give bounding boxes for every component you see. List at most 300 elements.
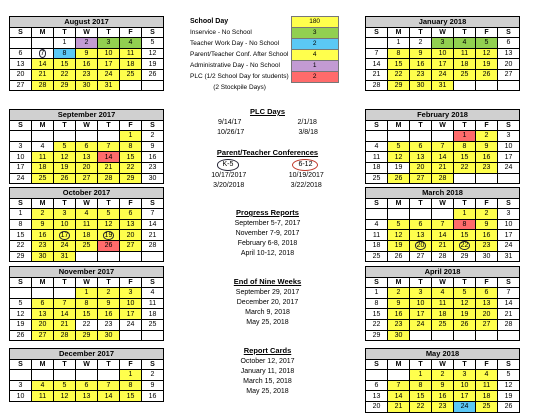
calendar-may-2018 bbox=[365, 348, 520, 413]
weekday-label: W bbox=[432, 27, 454, 38]
day-cell: 28 bbox=[498, 319, 520, 330]
day-cell bbox=[366, 209, 388, 220]
day-cell: 15 bbox=[120, 152, 142, 163]
day-cell: 26 bbox=[498, 401, 520, 412]
plc-date: 2/1/18 bbox=[297, 119, 317, 126]
calendar-feb-2018 bbox=[365, 109, 520, 184]
day-cell: 1 bbox=[76, 288, 98, 299]
month-title-row bbox=[10, 17, 164, 28]
day-cell: 9 bbox=[76, 48, 98, 59]
month-title-row bbox=[10, 267, 164, 278]
day-cell: 11 bbox=[432, 298, 454, 309]
day-cell: 7 bbox=[498, 288, 520, 299]
day-cell: 27 bbox=[76, 173, 98, 184]
weekday-label: T bbox=[54, 359, 76, 370]
weekday-label: W bbox=[76, 277, 98, 288]
week-row bbox=[366, 309, 520, 320]
nine-weeks-section bbox=[190, 277, 345, 328]
calendar-apr-2018 bbox=[365, 266, 520, 341]
week-row bbox=[366, 370, 520, 381]
weekday-header-row bbox=[10, 277, 164, 288]
day-cell: 11 bbox=[366, 152, 388, 163]
day-cell bbox=[54, 370, 76, 381]
legend-empty bbox=[291, 83, 338, 94]
day-cell: 23 bbox=[432, 401, 454, 412]
weekday-label: S bbox=[498, 27, 520, 38]
calendar-aug-2017 bbox=[9, 16, 164, 91]
legend-row bbox=[188, 72, 338, 83]
weekday-label: M bbox=[32, 198, 54, 209]
week-row bbox=[10, 152, 164, 163]
day-cell: 26 bbox=[54, 173, 76, 184]
day-cell: 9 bbox=[432, 380, 454, 391]
day-cell: 22 bbox=[388, 69, 410, 80]
day-cell: 26 bbox=[142, 69, 164, 80]
nine-weeks-date: May 25, 2018 bbox=[246, 319, 289, 326]
day-cell bbox=[366, 38, 388, 49]
weekday-label: T bbox=[54, 120, 76, 131]
day-cell: 11 bbox=[32, 391, 54, 402]
weekday-label: S bbox=[498, 198, 520, 209]
day-cell: 12 bbox=[10, 309, 32, 320]
day-cell: 6 bbox=[76, 141, 98, 152]
week-row bbox=[10, 391, 164, 402]
day-cell: 6 bbox=[32, 298, 54, 309]
weekday-label: F bbox=[476, 27, 498, 38]
progress-date: September 5-7, 2017 bbox=[234, 220, 301, 227]
weekday-header-row bbox=[10, 198, 164, 209]
day-cell: 3 bbox=[98, 38, 120, 49]
weekday-label: M bbox=[32, 120, 54, 131]
week-row bbox=[366, 80, 520, 91]
weekday-label: T bbox=[454, 27, 476, 38]
day-cell: 25 bbox=[454, 69, 476, 80]
day-cell: 1 bbox=[366, 288, 388, 299]
day-cell: 14 bbox=[432, 230, 454, 241]
day-cell: 4 bbox=[120, 38, 142, 49]
weekday-label: M bbox=[388, 198, 410, 209]
day-cell: 14 bbox=[498, 298, 520, 309]
day-cell: 30 bbox=[76, 80, 98, 91]
day-cell: 21 bbox=[32, 69, 54, 80]
day-cell: 15 bbox=[454, 152, 476, 163]
day-cell: 15 bbox=[366, 309, 388, 320]
month-title-row bbox=[366, 349, 520, 360]
day-cell: 9 bbox=[476, 141, 498, 152]
day-cell: 7 bbox=[54, 298, 76, 309]
day-cell: 25 bbox=[76, 240, 98, 251]
day-cell: 8 bbox=[76, 298, 98, 309]
month-title: March 2018 bbox=[366, 188, 520, 199]
day-cell: 13 bbox=[410, 230, 432, 241]
day-cell: 24 bbox=[432, 69, 454, 80]
day-cell: 9 bbox=[410, 48, 432, 59]
day-cell: 22 bbox=[54, 69, 76, 80]
day-cell: 21 bbox=[98, 162, 120, 173]
nine-weeks-date: March 9, 2018 bbox=[245, 309, 290, 316]
legend-swatch: 2 bbox=[291, 72, 338, 83]
day-cell: 6 bbox=[476, 288, 498, 299]
day-cell: 26 bbox=[388, 251, 410, 262]
day-cell: 1 bbox=[54, 38, 76, 49]
weekday-label: T bbox=[454, 198, 476, 209]
day-cell: 29 bbox=[454, 251, 476, 262]
day-cell: 23 bbox=[410, 69, 432, 80]
weekday-label: S bbox=[366, 120, 388, 131]
weekday-label: T bbox=[98, 198, 120, 209]
day-cell: 20 bbox=[366, 401, 388, 412]
weekday-header-row bbox=[10, 27, 164, 38]
day-cell bbox=[432, 131, 454, 142]
week-row bbox=[10, 80, 164, 91]
weekday-label: S bbox=[366, 359, 388, 370]
day-cell: 10 bbox=[98, 48, 120, 59]
day-cell: 27 bbox=[410, 173, 432, 184]
day-cell: 14 bbox=[98, 391, 120, 402]
day-cell: 14 bbox=[54, 309, 76, 320]
day-cell: 10 bbox=[410, 298, 432, 309]
day-cell bbox=[142, 80, 164, 91]
month-title-row bbox=[366, 17, 520, 28]
day-cell bbox=[388, 209, 410, 220]
legend-label: Administrative Day - No School bbox=[190, 62, 280, 69]
day-cell: 12 bbox=[54, 152, 76, 163]
day-cell: 30 bbox=[410, 80, 432, 91]
day-cell: 10 bbox=[120, 298, 142, 309]
day-cell bbox=[98, 251, 120, 262]
weekday-label: S bbox=[366, 198, 388, 209]
month-title-row bbox=[366, 188, 520, 199]
day-cell: 7 bbox=[32, 48, 54, 59]
day-cell: 3 bbox=[10, 141, 32, 152]
day-cell: 17 bbox=[498, 152, 520, 163]
legend-row bbox=[188, 39, 338, 50]
day-cell: 11 bbox=[120, 48, 142, 59]
day-cell: 23 bbox=[476, 162, 498, 173]
week-row bbox=[366, 251, 520, 262]
weekday-label: T bbox=[410, 359, 432, 370]
legend-label: PLC (1/2 School Day for students) bbox=[190, 73, 289, 80]
day-cell: 31 bbox=[498, 251, 520, 262]
weekday-label: T bbox=[454, 120, 476, 131]
day-cell bbox=[388, 370, 410, 381]
weekday-label: M bbox=[388, 277, 410, 288]
day-cell: 10 bbox=[498, 219, 520, 230]
day-cell: 29 bbox=[10, 251, 32, 262]
day-cell: 14 bbox=[98, 152, 120, 163]
week-row bbox=[10, 69, 164, 80]
week-row bbox=[10, 59, 164, 70]
legend-row bbox=[188, 17, 338, 28]
conference-groups bbox=[190, 159, 345, 171]
day-cell: 31 bbox=[98, 80, 120, 91]
day-cell bbox=[366, 131, 388, 142]
day-cell: 5 bbox=[476, 38, 498, 49]
day-cell: 6 bbox=[76, 380, 98, 391]
legend-label: Parent/Teacher Conf. After School bbox=[190, 51, 289, 58]
day-cell: 4 bbox=[454, 38, 476, 49]
legend-row bbox=[188, 28, 338, 39]
day-cell: 11 bbox=[32, 152, 54, 163]
calendar-sep-2017 bbox=[9, 109, 164, 184]
day-cell: 19 bbox=[10, 319, 32, 330]
day-cell: 19 bbox=[476, 59, 498, 70]
week-row bbox=[366, 173, 520, 184]
day-cell: 16 bbox=[476, 152, 498, 163]
day-cell: 1 bbox=[10, 209, 32, 220]
day-cell: 31 bbox=[54, 251, 76, 262]
day-cell: 30 bbox=[32, 251, 54, 262]
legend-label: School Day bbox=[190, 18, 229, 25]
day-cell: 2 bbox=[142, 131, 164, 142]
nine-weeks-heading: End of Nine Weeks bbox=[233, 277, 302, 286]
weekday-label: T bbox=[54, 277, 76, 288]
day-cell: 7 bbox=[432, 219, 454, 230]
weekday-header-row bbox=[10, 359, 164, 370]
day-cell: 12 bbox=[388, 230, 410, 241]
day-cell: 17 bbox=[120, 309, 142, 320]
day-cell: 7 bbox=[366, 48, 388, 59]
day-cell: 8 bbox=[120, 380, 142, 391]
weekday-label: F bbox=[476, 359, 498, 370]
day-cell: 13 bbox=[498, 48, 520, 59]
conferences-heading: Parent/Teacher Conferences bbox=[216, 148, 319, 157]
weekday-label: S bbox=[142, 277, 164, 288]
weekday-label: S bbox=[366, 277, 388, 288]
day-cell: 24 bbox=[498, 162, 520, 173]
day-cell: 4 bbox=[32, 380, 54, 391]
day-cell: 13 bbox=[76, 152, 98, 163]
day-cell: 5 bbox=[498, 370, 520, 381]
day-cell: 27 bbox=[32, 330, 54, 341]
legend-label: Teacher Work Day - No School bbox=[190, 40, 280, 47]
conference-date: 3/22/2018 bbox=[290, 182, 322, 189]
month-title-row bbox=[366, 267, 520, 278]
day-cell: 8 bbox=[454, 219, 476, 230]
day-cell: 6 bbox=[410, 141, 432, 152]
day-cell: 16 bbox=[410, 59, 432, 70]
week-row bbox=[10, 288, 164, 299]
day-cell: 25 bbox=[432, 319, 454, 330]
day-cell: 24 bbox=[410, 319, 432, 330]
day-cell: 4 bbox=[432, 288, 454, 299]
weekday-label: W bbox=[432, 359, 454, 370]
day-cell bbox=[432, 330, 454, 341]
week-row bbox=[366, 38, 520, 49]
day-cell bbox=[454, 330, 476, 341]
weekday-header-row bbox=[366, 27, 520, 38]
day-cell: 17 bbox=[432, 59, 454, 70]
week-row bbox=[10, 209, 164, 220]
conference-row bbox=[190, 171, 345, 181]
day-cell: 13 bbox=[120, 219, 142, 230]
weekday-label: W bbox=[76, 120, 98, 131]
day-cell: 18 bbox=[120, 59, 142, 70]
day-cell: 13 bbox=[476, 298, 498, 309]
day-cell bbox=[454, 80, 476, 91]
legend-swatch: 4 bbox=[291, 50, 338, 61]
day-cell: 17 bbox=[498, 230, 520, 241]
day-cell bbox=[410, 209, 432, 220]
weekday-label: M bbox=[388, 120, 410, 131]
day-cell: 29 bbox=[120, 173, 142, 184]
nine-weeks-date: September 29, 2017 bbox=[235, 289, 300, 296]
day-cell bbox=[476, 80, 498, 91]
week-row bbox=[10, 230, 164, 241]
day-cell bbox=[76, 131, 98, 142]
conferences-section bbox=[190, 148, 345, 191]
month-title: April 2018 bbox=[366, 267, 520, 278]
weekday-label: S bbox=[10, 27, 32, 38]
weekday-label: W bbox=[76, 359, 98, 370]
weekday-label: M bbox=[388, 27, 410, 38]
day-cell: 11 bbox=[76, 219, 98, 230]
conference-date: 10/19/2017 bbox=[288, 172, 324, 179]
day-cell: 27 bbox=[476, 319, 498, 330]
day-cell: 5 bbox=[10, 298, 32, 309]
month-title-row bbox=[366, 110, 520, 121]
day-cell: 12 bbox=[454, 298, 476, 309]
day-cell: 10 bbox=[10, 391, 32, 402]
day-cell: 1 bbox=[454, 209, 476, 220]
calendar-dec-2017 bbox=[9, 348, 164, 402]
day-cell: 20 bbox=[410, 162, 432, 173]
day-cell: 18 bbox=[76, 230, 98, 241]
day-cell bbox=[32, 38, 54, 49]
day-cell: 28 bbox=[32, 80, 54, 91]
week-row bbox=[366, 219, 520, 230]
day-cell: 10 bbox=[54, 219, 76, 230]
day-cell: 17 bbox=[10, 162, 32, 173]
day-cell: 13 bbox=[366, 391, 388, 402]
day-cell: 5 bbox=[388, 141, 410, 152]
day-cell: 14 bbox=[142, 219, 164, 230]
plc-days-section bbox=[190, 107, 345, 138]
day-cell: 15 bbox=[120, 391, 142, 402]
weekday-label: T bbox=[98, 277, 120, 288]
day-cell: 23 bbox=[142, 162, 164, 173]
day-cell: 9 bbox=[98, 298, 120, 309]
calendar-oct-2017 bbox=[9, 187, 164, 262]
day-cell: 22 bbox=[76, 319, 98, 330]
week-row bbox=[366, 69, 520, 80]
day-cell: 14 bbox=[432, 152, 454, 163]
plc-date: 10/26/17 bbox=[217, 129, 245, 136]
weekday-label: T bbox=[98, 27, 120, 38]
day-cell: 28 bbox=[432, 251, 454, 262]
weekday-header-row bbox=[366, 198, 520, 209]
day-cell: 25 bbox=[120, 69, 142, 80]
day-cell: 13 bbox=[410, 152, 432, 163]
day-cell: 1 bbox=[120, 131, 142, 142]
day-cell: 6 bbox=[10, 48, 32, 59]
day-cell bbox=[120, 80, 142, 91]
progress-date: February 6-8, 2018 bbox=[237, 240, 298, 247]
weekday-label: T bbox=[54, 198, 76, 209]
day-cell bbox=[498, 80, 520, 91]
day-cell: 29 bbox=[366, 330, 388, 341]
day-cell: 4 bbox=[142, 288, 164, 299]
day-cell: 12 bbox=[98, 219, 120, 230]
day-cell: 8 bbox=[366, 298, 388, 309]
day-cell: 15 bbox=[388, 59, 410, 70]
day-cell: 30 bbox=[98, 330, 120, 341]
weekday-label: F bbox=[120, 359, 142, 370]
day-cell: 18 bbox=[476, 391, 498, 402]
day-cell: 1 bbox=[120, 370, 142, 381]
day-cell: 21 bbox=[142, 230, 164, 241]
week-row bbox=[366, 162, 520, 173]
weekday-label: T bbox=[98, 359, 120, 370]
day-cell bbox=[76, 370, 98, 381]
day-cell: 2 bbox=[76, 38, 98, 49]
progress-reports-section bbox=[190, 208, 345, 259]
week-row bbox=[10, 141, 164, 152]
day-cell: 24 bbox=[98, 69, 120, 80]
day-cell: 4 bbox=[76, 209, 98, 220]
weekday-label: W bbox=[432, 277, 454, 288]
day-cell: 16 bbox=[476, 230, 498, 241]
day-cell: 19 bbox=[388, 162, 410, 173]
day-cell: 6 bbox=[120, 209, 142, 220]
day-cell bbox=[410, 330, 432, 341]
weekday-label: S bbox=[498, 359, 520, 370]
day-cell: 2 bbox=[476, 131, 498, 142]
day-cell: 10 bbox=[432, 48, 454, 59]
day-cell: 21 bbox=[54, 319, 76, 330]
day-cell: 6 bbox=[498, 38, 520, 49]
legend bbox=[188, 16, 339, 93]
day-cell: 23 bbox=[76, 69, 98, 80]
day-cell: 22 bbox=[120, 162, 142, 173]
week-row bbox=[366, 288, 520, 299]
legend-row bbox=[188, 50, 338, 61]
day-cell: 24 bbox=[120, 319, 142, 330]
month-title-row bbox=[10, 188, 164, 199]
week-row bbox=[10, 162, 164, 173]
day-cell: 5 bbox=[98, 209, 120, 220]
day-cell: 2 bbox=[98, 288, 120, 299]
legend-swatch: 2 bbox=[291, 39, 338, 50]
day-cell: 15 bbox=[410, 391, 432, 402]
day-cell: 10 bbox=[10, 152, 32, 163]
day-cell bbox=[32, 131, 54, 142]
day-cell: 7 bbox=[98, 141, 120, 152]
month-title: October 2017 bbox=[10, 188, 164, 199]
month-title: December 2017 bbox=[10, 349, 164, 360]
day-cell: 20 bbox=[10, 69, 32, 80]
day-cell: 18 bbox=[432, 309, 454, 320]
weekday-label: S bbox=[498, 277, 520, 288]
day-cell: 31 bbox=[432, 80, 454, 91]
progress-date: November 7-9, 2017 bbox=[235, 230, 300, 237]
day-cell: 15 bbox=[76, 309, 98, 320]
day-cell: 28 bbox=[432, 173, 454, 184]
day-cell: 28 bbox=[366, 80, 388, 91]
day-cell bbox=[498, 330, 520, 341]
week-row bbox=[10, 219, 164, 230]
weekday-label: S bbox=[10, 198, 32, 209]
day-cell: 27 bbox=[498, 69, 520, 80]
month-title-row bbox=[10, 110, 164, 121]
weekday-label: S bbox=[366, 27, 388, 38]
day-cell: 18 bbox=[32, 162, 54, 173]
day-cell: 30 bbox=[142, 173, 164, 184]
day-cell: 25 bbox=[142, 319, 164, 330]
day-cell: 25 bbox=[366, 173, 388, 184]
weekday-label: S bbox=[10, 359, 32, 370]
legend-swatch: 180 bbox=[291, 17, 338, 28]
